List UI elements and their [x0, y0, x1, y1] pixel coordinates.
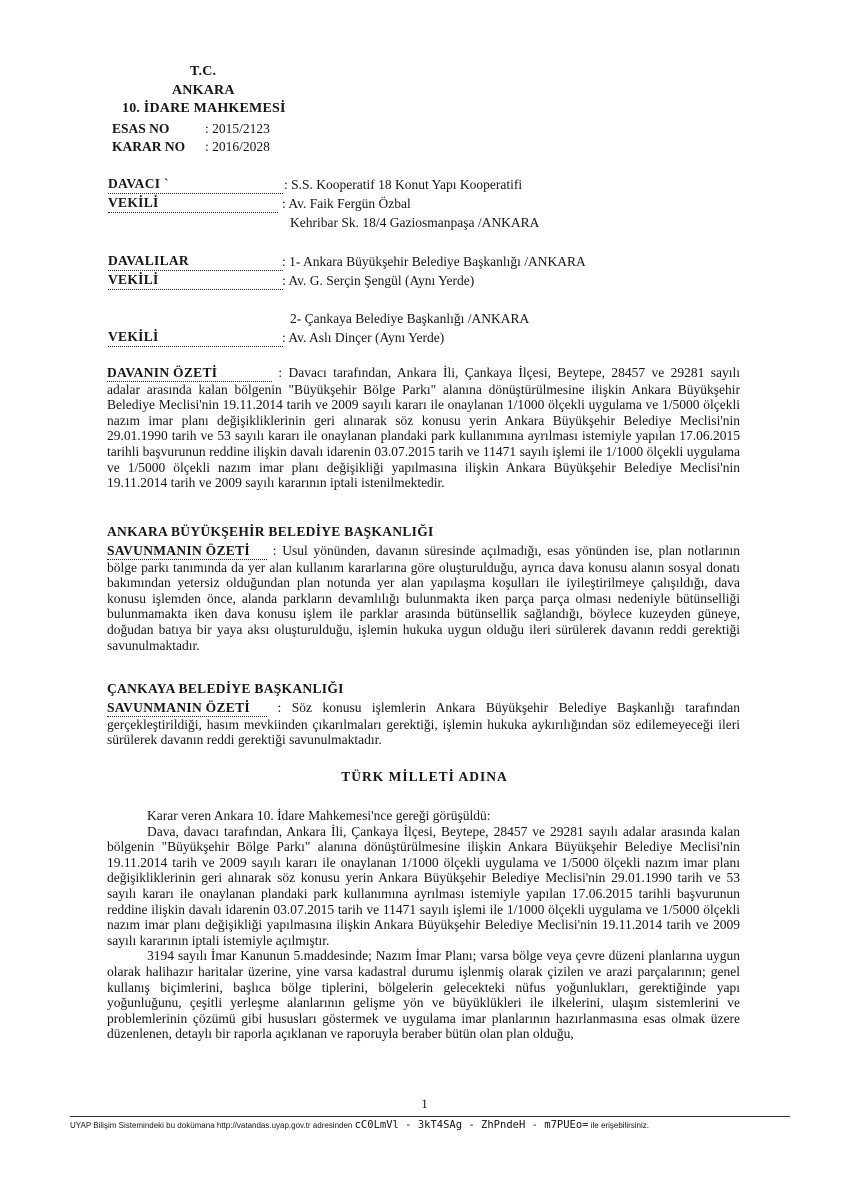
footer-suffix: ile erişebilirsiniz.: [590, 1121, 649, 1130]
footer-prefix: UYAP Bilişim Sistemindeki bu dokümana http://vatandas.uyap.gov.tr adresinden: [70, 1121, 353, 1130]
vekili-3-label: VEKİLİ: [108, 329, 283, 347]
karar-value: : 2016/2028: [205, 139, 270, 154]
davanin-ozeti-text: : Davacı tarafından, Ankara İli, Çankaya İlçesi, Beytepe, 28457 ve 29281 sayılı adalar arasında kalan bölgenin "Büyükşehir Bölge Parkı" alanına dönüştürülmesine ilişkin Ankara Büyükşehir Belediye Meclisi'nin 19.11.2014 tarih ve 2009 sayılı kararı ile onaylanan 1/1000 ölçekli uygulama ve 1/5000 ölçekli nazım imar planı değişikliklerinin geri alınarak söz konusu yerin Ankara Büyükşehir Belediye Meclisi'nin 29.01.1990 tarih ve 53 sayılı kararı ile onaylanan plandaki park kullanımına ayrılması istemiyle yapılan 17.06.2015 tarihli başvurunun reddine ilişkin davalı idarenin 03.07.2015 tarih ve 11471 sayılı işlemi ile 1/1000 ölçekli uygulama ve 1/5000 ölçekli nazım imar planı değişikliği yapılmasına ilişkin Ankara Büyükşehir Belediye Meclisi'nin 19.11.2014 tarih ve 2009 sayılı kararının iptali istenilmektedir.: [107, 365, 740, 491]
vekili-1-address: Kehribar Sk. 18/4 Gaziosmanpaşa /ANKARA: [290, 215, 540, 230]
vekili-2-value: : Av. G. Serçin Şengül (Aynı Yerde): [282, 273, 475, 288]
davanin-ozeti-label: DAVANIN ÖZETİ: [107, 365, 272, 382]
vekili-3-value: : Av. Aslı Dinçer (Aynı Yerde): [282, 330, 445, 345]
esas-label: ESAS NO: [112, 121, 170, 136]
header-tc: T.C.: [190, 64, 217, 79]
abb-title: ANKARA BÜYÜKŞEHİR BELEDİYE BAŞKANLIĞI: [107, 524, 434, 539]
davali-2: 2- Çankaya Belediye Başkanlığı /ANKARA: [290, 311, 530, 326]
vekili-1-label: VEKİLİ: [108, 195, 278, 213]
decision-paragraph-2: Dava, davacı tarafından, Ankara İli, Çankaya İlçesi, Beytepe, 28457 ve 29281 sayılı adalar arasında kalan bölgenin "Büyükşehir Bölge Parkı" alanına dönüştürülmesine ilişkin Ankara Büyükşehir Belediye Meclisi'nin 19.11.2014 tarih ve 2009 sayılı kararı ile onaylanan 1/1000 ölçekli uygulama ve 1/5000 ölçekli nazım imar planı değişikliklerinin geri alınarak söz konusu yerin Ankara Büyükşehir Belediye Meclisi'nin 29.01.1990 tarih ve 53 sayılı kararı ile onaylanan plandaki park kullanımına ayrılması istemiyle yapılan 17.06.2015 tarihli başvurunun reddine ilişkin davalı idarenin 03.07.2015 tarih ve 11471 sayılı işlemi ile 1/1000 ölçekli uygulama ve 1/5000 ölçekli nazım imar planı değişikliği yapılmasına ilişkin Ankara Büyükşehir Belediye Meclisi'nin 19.11.2014 tarih ve 2009 sayılı kararının iptali istemiyle açılmıştır.: [107, 823, 740, 948]
davalilar-value: : 1- Ankara Büyükşehir Belediye Başkanlığı /ANKARA: [282, 254, 586, 269]
vekili-2-label: VEKİLİ: [108, 272, 283, 290]
abb-defense-section: [107, 543, 740, 653]
court-name: 10. İDARE MAHKEMESİ: [122, 101, 286, 116]
decision-body: [107, 808, 740, 1042]
vekili-1-value: : Av. Faik Fergün Özbal: [282, 196, 411, 211]
esas-value: : 2015/2123: [205, 121, 270, 136]
karar-label: KARAR NO: [112, 139, 186, 154]
footer-access-code: cC0LmVl - 3kT4SAg - ZhPndeH - m7PUEo=: [354, 1119, 589, 1131]
decision-title: TÜRK MİLLETİ ADINA: [341, 769, 508, 784]
davalilar-label: DAVALILAR: [108, 253, 283, 271]
davaci-label: DAVACI `: [108, 176, 283, 194]
abb-defense-label: SAVUNMANIN ÖZETİ: [107, 543, 267, 560]
page-number: 1: [421, 1096, 428, 1111]
davaci-value: : S.S. Kooperatif 18 Konut Yapı Kooperatifi: [284, 177, 523, 192]
cankaya-title: ÇANKAYA BELEDİYE BAŞKANLIĞI: [107, 681, 344, 696]
uyap-footer: [70, 1116, 790, 1131]
cankaya-defense-text: : Söz konusu işlemlerin Ankara Büyükşehir Belediye Başkanlığı tarafından gerçekleştirildiği, hasım mevkiinden çıkarılmaları gerektiği, işlemin hukuka aykırılığından söz edilemeyeceği ileri sürülerek davanın reddi gerektiği savunulmaktadır.: [107, 700, 740, 748]
decision-paragraph-3: 3194 sayılı İmar Kanunun 5.maddesinde; Nazım İmar Planı; varsa bölge veya çevre düzeni planlarına uygun olarak halihazır haritalar üzerine, yine varsa kadastral durumu işlenmiş olarak çizilen ve arazi parçalarının; genel kullanış biçimlerini, başlıca bölge tiplerini, bölgelerin gelecekteki nüfus yoğunlukları, gerektiğinde yapı yoğunluğunu, çeşitli yerleşme alanlarının gelişme yön ve büyüklükleri ile ilkelerini, ulaşım sistemlerini ve problemlerinin çözümü gibi hususları göstermek ve uygulama imar planlarının hazırlanmasına esas olmak üzere düzenlenen, detaylı bir raporla açıklanan ve raporuyla beraber bütün olan plan olduğu,: [107, 948, 740, 1042]
decision-paragraph-1: Karar veren Ankara 10. İdare Mahkemesi'nce gereği görüşüldü:: [147, 808, 491, 823]
cankaya-defense-label: SAVUNMANIN ÖZETİ: [107, 700, 267, 717]
cankaya-defense-section: [107, 700, 740, 748]
header-city: ANKARA: [172, 83, 235, 98]
abb-defense-text: : Usul yönünden, davanın süresinde açılmadığı, esas yönünden ise, plan notlarının bölge parkı tanımında da yer alan kullanım kararlarına göre oluşturulduğu, ayrıca dava konusu alanın sosyal donatı bakımından yetersiz olduğundan plan notunda yer alan yapılaşma koşulları ile iyileştirilmeye çalışıldığı, dava konusu işlemden önce, alanda parkların devamlılığı bulunmakta iken parça parça olması nedeniyle bütünselliği bulunmamakta iken dava konusu işlem ile parklar arasında bütünsellik sağlandığı, böylece kuzeyden güneye, doğudan batıya bir yaya aksı oluşturulduğu, işlemin hukuka uygun olduğu ileri sürülerek davanın reddi gerektiği savunulmaktadır.: [107, 543, 740, 653]
davanin-ozeti-section: [107, 365, 740, 491]
